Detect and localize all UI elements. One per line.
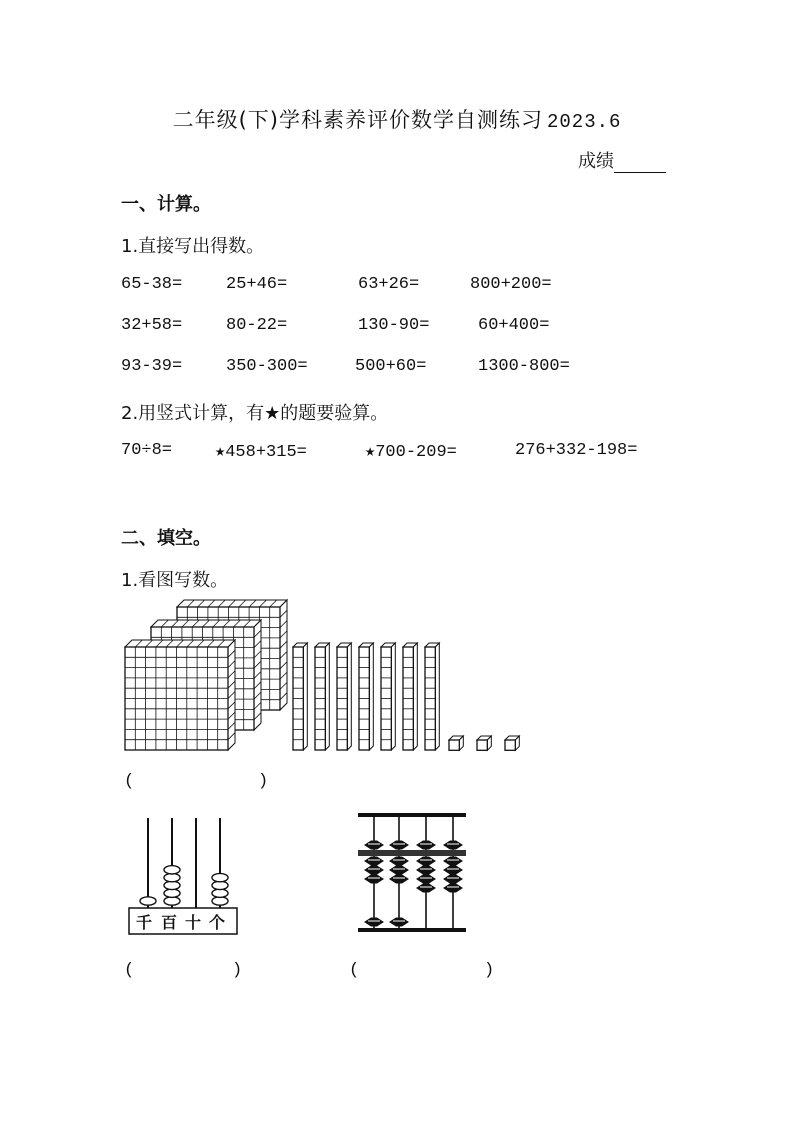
calc-item: 25+46= xyxy=(226,275,288,294)
abacus-bead xyxy=(443,884,463,893)
frame-bead xyxy=(140,897,156,905)
calc-item: 800+200= xyxy=(470,275,552,294)
abacus-bead xyxy=(443,875,463,884)
abacus-bead xyxy=(364,841,384,850)
answer-open-paren: ( xyxy=(124,772,135,791)
frame-bead xyxy=(212,873,228,881)
abacus-bead xyxy=(389,875,409,884)
calc-item: 32+58= xyxy=(121,316,183,335)
calc-item: 1300-800= xyxy=(478,357,570,376)
abacus-bead xyxy=(364,866,384,875)
abacus-bead xyxy=(416,884,436,893)
abacus-bead xyxy=(416,857,436,866)
label-thousands: 千 xyxy=(136,913,153,932)
calc-item: 60+400= xyxy=(478,316,550,335)
label-tens: 十 xyxy=(185,913,202,932)
calc-item: 500+60= xyxy=(355,357,427,376)
section2-q1: 1.看图写数。 xyxy=(121,570,229,591)
vertical-item: 276+332-198= xyxy=(515,441,638,460)
vertical-item: ★458+315= xyxy=(215,443,307,462)
abacus-bead xyxy=(364,857,384,866)
calc-item: 350-300= xyxy=(226,357,308,376)
calc-item: 63+26= xyxy=(358,275,420,294)
ten-rod xyxy=(425,643,439,750)
section1-q2: 2.用竖式计算，有★的题要验算。 xyxy=(121,403,389,424)
score-label: 成绩 xyxy=(578,151,614,172)
calc-item: 65-38= xyxy=(121,275,183,294)
abacus-bead xyxy=(364,918,384,927)
calc-item: 93-39= xyxy=(121,357,183,376)
vertical-item: 70÷8= xyxy=(121,441,173,460)
abacus-bead xyxy=(389,866,409,875)
section1-q1: 1.直接写出得数。 xyxy=(121,236,265,257)
answer-close-paren: ) xyxy=(484,961,495,980)
label-hundreds: 百 xyxy=(161,913,178,932)
abacus-bead xyxy=(416,841,436,850)
section2-heading: 二、填空。 xyxy=(121,528,211,549)
title-year: 2023.6 xyxy=(546,111,622,133)
one-cube xyxy=(449,736,463,750)
abacus-bead xyxy=(443,857,463,866)
ten-rod xyxy=(359,643,373,750)
abacus-bead xyxy=(443,866,463,875)
calc-item: 130-90= xyxy=(358,316,430,335)
answer-open-paren: ( xyxy=(349,961,360,980)
abacus-bead xyxy=(364,875,384,884)
calc-item: 80-22= xyxy=(226,316,288,335)
ten-rod xyxy=(293,643,307,750)
answer-close-paren: ) xyxy=(232,961,243,980)
abacus-bead xyxy=(416,875,436,884)
ten-rod xyxy=(315,643,329,750)
ten-rod xyxy=(381,643,395,750)
section1-heading: 一、计算。 xyxy=(121,194,211,215)
abacus-bead xyxy=(443,841,463,850)
title-text: 二年级(下)学科素养评价数学自测练习 xyxy=(172,108,543,132)
hundred-flat xyxy=(125,640,235,750)
abacus-bead xyxy=(389,857,409,866)
abacus-bead xyxy=(389,841,409,850)
vertical-item: ★700-209= xyxy=(365,443,457,462)
answer-close-paren: ) xyxy=(258,772,269,791)
ten-rod xyxy=(337,643,351,750)
frame-bead xyxy=(164,866,180,874)
ten-rod xyxy=(403,643,417,750)
one-cube xyxy=(477,736,491,750)
label-ones: 个 xyxy=(209,913,226,932)
one-cube xyxy=(505,736,519,750)
answer-open-paren: ( xyxy=(124,961,135,980)
abacus-figure xyxy=(356,810,468,938)
abacus-bead xyxy=(416,866,436,875)
abacus-bead xyxy=(389,918,409,927)
